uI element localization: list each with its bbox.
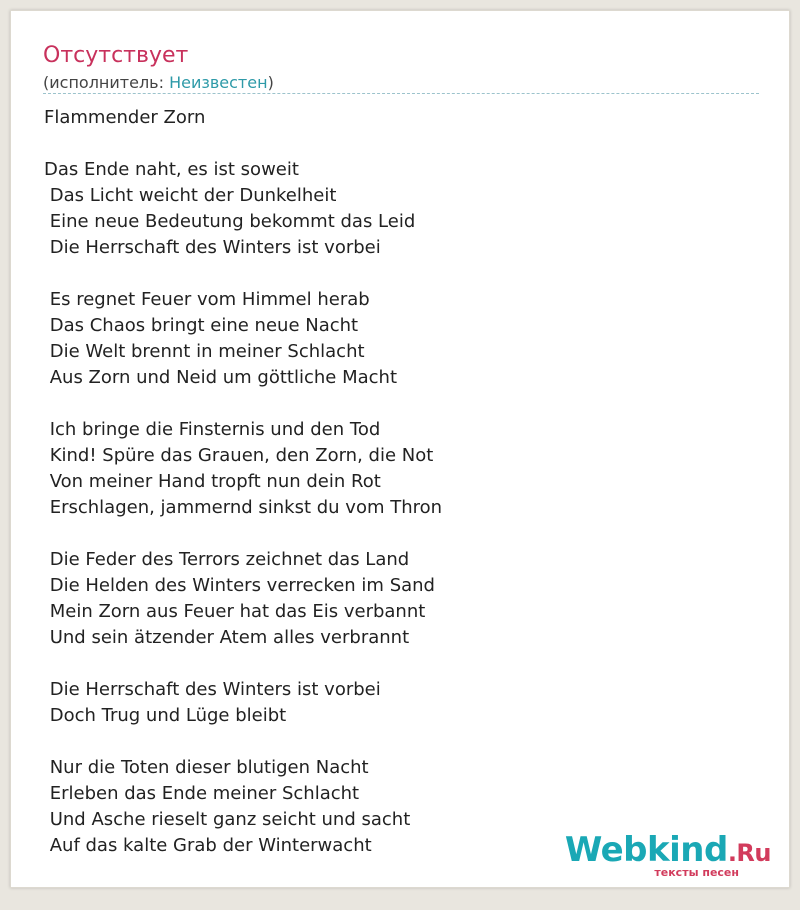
lyric-line: Erschlagen, jammernd sinkst du vom Thron [44, 497, 443, 518]
lyric-line: Flammender Zorn [44, 107, 206, 128]
lyric-line: Kind! Spüre das Grauen, den Zorn, die Not [44, 445, 434, 466]
artist-prefix: (исполнитель: [43, 73, 170, 92]
stanza-gap [44, 391, 564, 417]
lyric-line: Die Feder des Terrors zeichnet das Land [44, 549, 410, 570]
stanza-gap [44, 651, 564, 677]
logo-tagline: тексты песен [654, 866, 739, 879]
lyric-line: Es regnet Feuer vom Himmel herab [44, 289, 370, 310]
lyric-line: Ich bringe die Finsternis und den Tod [44, 419, 381, 440]
lyric-line: Erleben das Ende meiner Schlacht [44, 783, 360, 804]
lyric-line: Doch Trug und Lüge bleibt [44, 705, 287, 726]
artist-suffix: ) [267, 73, 274, 92]
artist-line [43, 73, 274, 92]
lyric-line: Die Herrschaft des Winters ist vorbei [44, 237, 381, 258]
logo-name: Webkind [564, 830, 728, 870]
stanza-gap [44, 729, 564, 755]
lyrics-text [44, 105, 564, 859]
lyric-line: Mein Zorn aus Feuer hat das Eis verbannt [44, 601, 426, 622]
lyric-line: Die Welt brennt in meiner Schlacht [44, 341, 365, 362]
lyric-line: Und sein ätzender Atem alles verbrannt [44, 627, 410, 648]
lyric-line: Das Ende naht, es ist soweit [44, 159, 299, 180]
lyric-line: Das Licht weicht der Dunkelheit [44, 185, 337, 206]
site-logo[interactable] [564, 830, 771, 882]
lyric-line: Die Herrschaft des Winters ist vorbei [44, 679, 381, 700]
lyric-line: Aus Zorn und Neid um göttliche Macht [44, 367, 397, 388]
logo-wordmark [565, 830, 771, 870]
lyric-line: Von meiner Hand tropft nun dein Rot [44, 471, 381, 492]
song-title: Отсутствует [43, 43, 189, 68]
lyric-line: Die Helden des Winters verrecken im Sand [44, 575, 435, 596]
stanza-gap [44, 131, 564, 157]
artist-link[interactable]: Неизвестен [169, 73, 268, 92]
lyric-line: Eine neue Bedeutung bekommt das Leid [44, 211, 416, 232]
stanza-gap [44, 521, 564, 547]
logo-tld: .Ru [727, 839, 771, 867]
lyric-line: Und Asche rieselt ganz seicht und sacht [44, 809, 411, 830]
lyric-line: Auf das kalte Grab der Winterwacht [44, 835, 372, 856]
dashed-divider [43, 93, 759, 94]
stanza-gap [44, 261, 564, 287]
lyric-line: Das Chaos bringt eine neue Nacht [44, 315, 359, 336]
lyric-line: Nur die Toten dieser blutigen Nacht [44, 757, 369, 778]
lyrics-card [10, 10, 790, 888]
